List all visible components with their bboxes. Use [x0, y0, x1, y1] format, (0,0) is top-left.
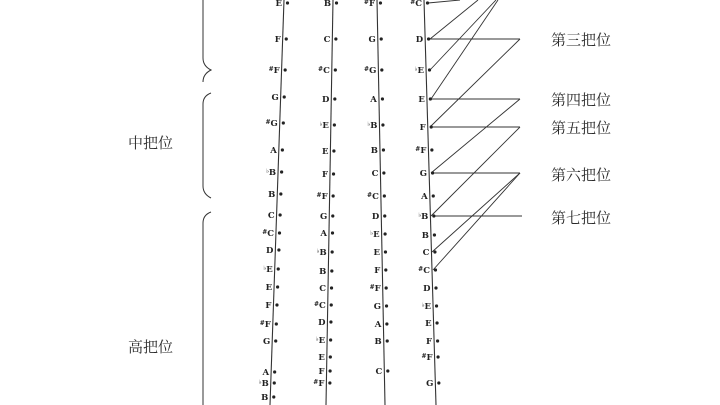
note-dot [382, 171, 385, 174]
note-string-3-11 [374, 266, 387, 276]
note-text: ♭B [258, 379, 269, 389]
note-string-3-0 [364, 0, 382, 9]
note-text: A [270, 146, 277, 156]
note-dot [331, 250, 334, 253]
string-2-line [323, 0, 333, 405]
position-label-third: 第三把位 [551, 31, 612, 49]
string-1-line [267, 0, 284, 405]
note-dot [275, 322, 278, 325]
brace-middle [203, 93, 211, 198]
note-dot [386, 339, 389, 342]
note-string-1-10 [266, 246, 280, 256]
note-dot [333, 123, 336, 126]
note-string-1-2 [269, 66, 287, 76]
note-string-1-7 [268, 190, 282, 200]
position-connector [430, 0, 496, 70]
note-dot [273, 381, 276, 384]
note-string-2-2 [318, 66, 337, 76]
note-string-2-6 [322, 170, 335, 180]
note-text: ♭E [421, 302, 432, 312]
position-label-sixth: 第六把位 [551, 166, 612, 184]
note-text: A [370, 95, 377, 105]
note-string-1-9 [262, 229, 281, 239]
note-string-4-16 [421, 353, 439, 363]
note-dot [385, 304, 388, 307]
note-text: #F [421, 353, 433, 363]
note-string-1-12 [266, 283, 280, 293]
position-label-fifth: 第五把位 [551, 119, 612, 137]
note-string-2-1 [324, 35, 338, 45]
note-dot [426, 1, 429, 4]
note-dot [384, 250, 387, 253]
note-dot [435, 321, 438, 324]
note-string-2-13 [314, 301, 333, 311]
note-dot [383, 232, 386, 235]
note-text: ♭E [315, 336, 326, 346]
note-text: B [323, 0, 331, 9]
note-string-3-16 [376, 367, 390, 377]
note-text: #F [316, 192, 328, 202]
note-string-4-1 [416, 35, 430, 45]
note-dot [274, 339, 277, 342]
note-text: D [318, 318, 326, 328]
note-string-1-17 [259, 379, 276, 389]
note-dot [332, 149, 335, 152]
note-dot [283, 95, 286, 98]
note-string-2-4 [320, 121, 336, 131]
note-string-1-3 [271, 93, 285, 103]
note-text: F [321, 170, 329, 180]
note-dot [383, 194, 386, 197]
note-dot [434, 268, 437, 271]
note-text: #F [259, 320, 271, 330]
note-text: #C [418, 266, 430, 276]
note-string-3-10 [373, 248, 387, 258]
note-text: C [422, 248, 430, 258]
note-string-3-4 [367, 121, 384, 131]
note-dot [381, 123, 384, 126]
note-string-3-5 [371, 146, 385, 156]
note-text: ♭B [316, 248, 327, 258]
note-text: #C [262, 229, 274, 239]
note-text: ♭B [266, 168, 277, 178]
note-dot [433, 250, 436, 253]
note-text: E [373, 248, 380, 258]
note-text: B [370, 146, 378, 156]
note-string-2-18 [313, 379, 331, 389]
note-string-3-7 [367, 192, 386, 202]
note-string-2-14 [318, 318, 332, 328]
note-string-1-1 [275, 35, 288, 45]
note-dot [277, 248, 280, 251]
note-text: A [421, 192, 428, 202]
note-text: G [262, 337, 271, 347]
note-dot [379, 1, 382, 4]
note-dot [275, 303, 278, 306]
note-text: #G [265, 119, 278, 129]
position-connector [430, 39, 520, 127]
note-text: B [374, 337, 382, 347]
note-string-2-5 [322, 147, 336, 157]
note-text: G [271, 93, 279, 103]
region-label-middle: 中把位 [128, 134, 174, 152]
note-text: D [266, 246, 274, 256]
note-string-4-12 [423, 284, 437, 294]
position-connector [432, 173, 520, 252]
note-dot [332, 172, 335, 175]
note-dot [386, 369, 389, 372]
note-text: #F [313, 379, 325, 389]
note-dot [333, 97, 336, 100]
note-text: #C [313, 301, 326, 311]
note-text: F [426, 337, 433, 347]
note-text: #G [364, 66, 377, 76]
note-text: C [371, 169, 379, 179]
note-string-1-4 [266, 119, 285, 129]
note-string-2-10 [317, 248, 334, 258]
note-dot [330, 286, 333, 289]
note-dot [331, 214, 334, 217]
note-text: B [319, 267, 327, 277]
note-dot [279, 213, 282, 216]
note-dot [430, 148, 433, 151]
note-text: D [321, 95, 330, 105]
note-labels [259, 0, 441, 403]
note-text: C [267, 211, 275, 221]
note-dot [436, 339, 439, 342]
note-string-1-5 [269, 146, 284, 156]
note-string-2-9 [319, 229, 334, 239]
note-string-2-7 [317, 192, 335, 202]
brace-top [203, 0, 211, 82]
note-string-3-6 [372, 169, 386, 179]
note-dot [432, 194, 435, 197]
position-lines [428, 0, 522, 270]
region-label-high: 高把位 [128, 338, 174, 356]
note-text: F [318, 367, 325, 377]
note-text: #F [369, 284, 381, 294]
note-string-3-3 [369, 95, 384, 105]
note-string-4-15 [426, 337, 439, 347]
note-dot [330, 269, 333, 272]
note-text: E [418, 95, 425, 105]
note-text: F [265, 301, 272, 311]
note-string-4-11 [418, 266, 437, 276]
note-string-1-18 [261, 393, 275, 403]
note-dot [285, 37, 288, 40]
note-string-2-15 [316, 336, 332, 346]
note-dot [433, 233, 436, 236]
position-label-fourth: 第四把位 [551, 91, 612, 109]
note-text: D [415, 35, 424, 45]
note-string-4-2 [415, 66, 431, 76]
note-dot [286, 1, 289, 4]
note-dot [437, 381, 440, 384]
note-string-2-3 [322, 95, 336, 105]
note-text: #C [318, 66, 330, 76]
note-string-3-2 [364, 66, 383, 76]
note-text: ♭B [367, 121, 378, 131]
note-text: ♭B [418, 212, 429, 222]
note-text: A [262, 368, 270, 378]
note-dot [382, 148, 385, 151]
note-text: E [318, 353, 325, 363]
note-text: C [319, 284, 327, 294]
note-dot [432, 214, 435, 217]
note-string-1-13 [265, 301, 278, 311]
note-text: F [374, 266, 381, 276]
note-text: F [419, 123, 426, 133]
note-string-3-12 [370, 284, 388, 294]
note-string-4-7 [420, 192, 435, 202]
note-dot [436, 355, 439, 358]
note-dot [328, 369, 331, 372]
note-dot [334, 37, 337, 40]
note-text: ♭E [414, 66, 424, 76]
note-string-2-11 [319, 267, 333, 277]
note-text: G [426, 379, 434, 389]
note-text: A [320, 229, 327, 239]
note-text: #F [363, 0, 375, 9]
note-text: #F [268, 66, 280, 76]
note-text: ♭E [263, 265, 273, 275]
note-text: G [320, 212, 328, 222]
position-connector [431, 99, 520, 173]
position-label-seventh: 第七把位 [551, 209, 612, 227]
position-connector [431, 127, 520, 216]
note-text: D [423, 284, 431, 294]
note-dot [335, 1, 338, 4]
note-string-1-8 [268, 211, 282, 221]
note-dot [427, 37, 430, 40]
note-text: F [274, 35, 281, 45]
note-dot [276, 285, 279, 288]
note-text: #C [410, 0, 422, 9]
note-dot [385, 286, 388, 289]
note-string-4-17 [426, 379, 440, 389]
position-connector [431, 0, 498, 99]
note-string-4-4 [420, 123, 433, 133]
note-dot [279, 192, 282, 195]
note-string-1-11 [263, 265, 279, 275]
note-dot [272, 395, 275, 398]
note-text: E [275, 0, 282, 9]
note-string-2-0 [324, 0, 338, 9]
note-string-3-1 [368, 35, 382, 45]
note-dot [273, 370, 276, 373]
note-string-1-6 [266, 168, 283, 178]
note-dot [380, 37, 383, 40]
note-dot [434, 286, 437, 289]
note-string-1-14 [260, 320, 278, 330]
note-text: D [371, 212, 380, 222]
note-text: E [425, 319, 432, 329]
strings-layer [267, 0, 436, 405]
note-string-2-8 [320, 212, 334, 222]
note-text: C [323, 35, 331, 45]
note-dot [384, 268, 387, 271]
note-dot [329, 355, 332, 358]
note-string-2-17 [319, 367, 332, 377]
note-string-3-8 [372, 212, 386, 222]
note-text: #C [367, 192, 379, 202]
note-text: E [265, 283, 273, 293]
position-connector [428, 0, 460, 3]
note-text: G [368, 35, 376, 45]
note-text: G [419, 169, 428, 179]
note-dot [385, 322, 388, 325]
brace-high [203, 212, 211, 405]
note-dot [332, 194, 335, 197]
note-text: C [375, 367, 383, 377]
note-string-2-12 [319, 284, 333, 294]
note-text: B [421, 231, 429, 241]
note-text: B [268, 190, 276, 200]
note-dot [280, 170, 283, 173]
position-connector [430, 0, 478, 39]
note-string-1-0 [276, 0, 290, 9]
note-dot [278, 231, 281, 234]
note-dot [431, 171, 434, 174]
note-dot [329, 338, 332, 341]
note-string-4-6 [420, 169, 434, 179]
note-text: ♭E [319, 121, 329, 131]
note-dot [330, 303, 333, 306]
note-dot [284, 68, 287, 71]
note-text: A [374, 320, 382, 330]
note-dot [329, 320, 332, 323]
register-braces [203, 0, 211, 405]
note-string-2-16 [318, 353, 332, 363]
note-dot [331, 231, 334, 234]
note-dot [380, 68, 383, 71]
note-string-1-15 [263, 337, 277, 347]
note-dot [428, 68, 431, 71]
note-string-3-15 [375, 337, 389, 347]
note-string-3-13 [374, 302, 388, 312]
note-string-4-14 [425, 319, 439, 329]
note-string-3-14 [374, 320, 389, 330]
note-string-4-0 [410, 0, 429, 9]
note-string-4-9 [422, 231, 436, 241]
note-dot [328, 381, 331, 384]
note-text: ♭E [370, 230, 380, 240]
note-string-4-5 [415, 146, 433, 156]
note-dot [282, 121, 285, 124]
note-string-3-9 [370, 230, 386, 240]
note-dot [334, 68, 337, 71]
note-dot [277, 267, 280, 270]
note-text: #F [415, 146, 427, 156]
note-text: E [321, 147, 329, 157]
note-dot [381, 97, 384, 100]
note-text: B [261, 393, 269, 403]
note-string-1-16 [262, 368, 277, 378]
note-dot [383, 214, 386, 217]
position-connector [433, 173, 520, 270]
note-string-4-3 [418, 95, 432, 105]
note-dot [435, 304, 438, 307]
note-dot [430, 125, 433, 128]
note-dot [281, 148, 284, 151]
note-dot [429, 97, 432, 100]
note-text: G [373, 302, 382, 312]
note-string-4-13 [422, 302, 438, 312]
